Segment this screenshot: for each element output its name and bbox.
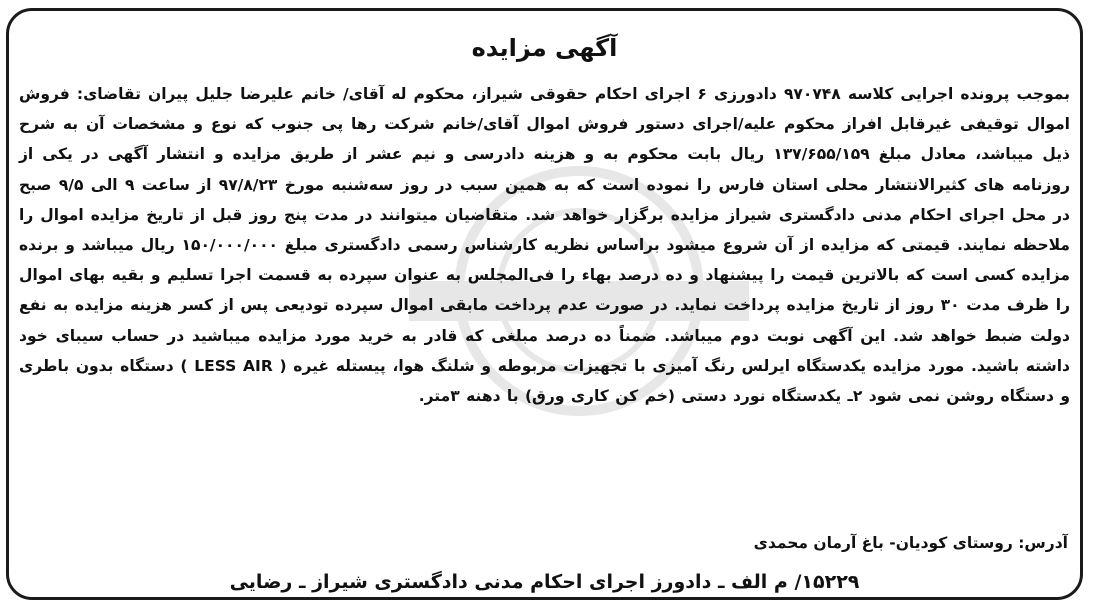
notice-frame	[6, 8, 1083, 600]
notice-title: آگهی مزایده	[471, 34, 618, 62]
notice-body: بموجب پرونده اجرایی کلاسه ۹۷۰۷۴۸ دادورزی ۶ اجرای احکام حقوقی شیراز، محکوم له آقای/ خانم علیرضا جلیل پیران تقاضای: فروش اموال توقیفی غیرقابل افراز محکوم علیه/اجرای دستور فروش اموال آقای/خانم شرکت رها پی جنوب که نوع و مشخصات آن به شرح ذیل میباشد، معادل مبلغ ۱۳۷/۶۵۵/۱۵۹ ریال بابت محکوم به و هزینه دادرسی و نیم عشر از طریق مزایده و انتشار آگهی در یکی از روزنامه های کثیرالانتشار محلی استان فارس را نموده است که به همین سبب در روز سه‌شنبه مورخ ۹۷/۸/۲۳ از ساعت ۹ الی ۹/۵ صبح در محل اجرای احکام مدنی دادگستری شیراز مزایده برگزار خواهد شد. متقاضیان میتوانند در مدت پنج روز قبل از تاریخ مزایده اموال را ملاحظه نمایند. قیمتی که مزایده از آن شروع میشود براساس نظریه کارشناس رسمی دادگستری مبلغ ۱۵۰/۰۰۰/۰۰۰ ریال میباشد و برنده مزایده کسی است که بالاترین قیمت را پیشنهاد و ده درصد بهاء را فی‌المجلس به عنوان سپرده به قسمت اجرا تسلیم و بقیه بهای اموال را ظرف مدت ۳۰ روز از تاریخ مزایده پرداخت نماید. در صورت عدم پرداخت مابقی اموال سپرده تودیعی پس از کسر هزینه مزایده به نفع دولت ضبط خواهد شد. این آگهی نوبت دوم میباشد. ضمناً ده درصد مبلغی که قادر به خرید مورد مزایده میباشید در حساب سیبای خود داشته باشید. مورد مزایده یکدستگاه ایرلس رنگ آمیزی با تجهیزات مربوطه و شلنگ هوا، پیستله غیره ( LESS AIR ) دستگاه بدون باطری و دستگاه روشن نمی شود ۲ـ یکدستگاه نورد دستی (خم کن کاری ورق) با دهنه ۳متر.	[19, 85, 1070, 406]
notice-footer: ۱۵۲۲۹/ م الف ـ دادورز اجرای احکام مدنی دادگستری شیراز ـ رضایی	[229, 571, 860, 593]
notice-address: آدرس: روستای کودیان- باغ آرمان محمدی	[753, 534, 1068, 552]
